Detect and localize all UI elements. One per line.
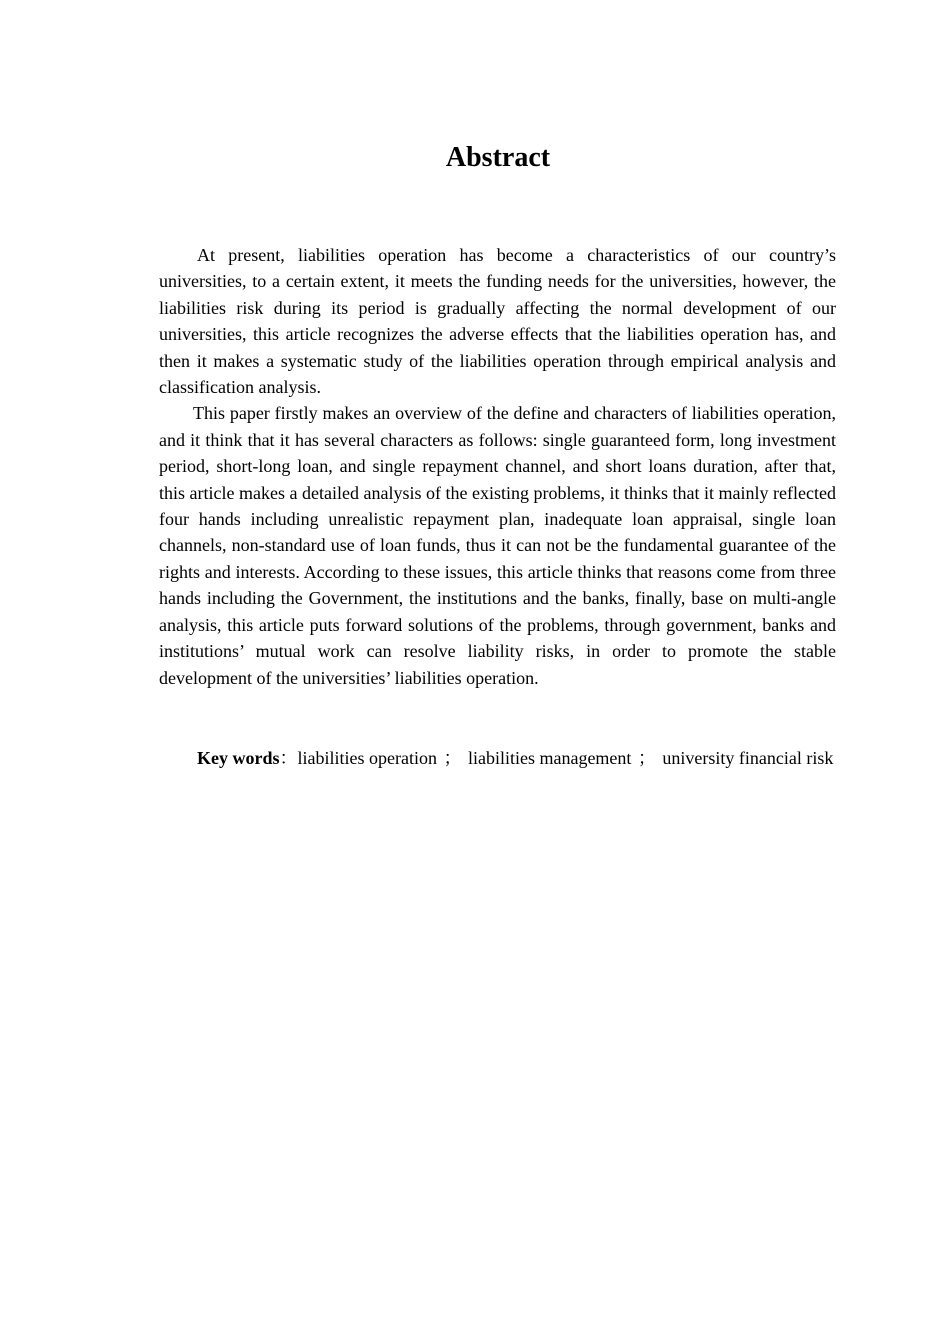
keyword-separator-2: ； <box>637 748 656 768</box>
keywords-colon: ： <box>279 748 298 768</box>
page-title: Abstract <box>445 142 551 173</box>
keywords-line <box>159 745 836 771</box>
abstract-paragraph-1: At present, liabilities operation has become a characteristics of our country’s universities, to a certain extent, it meets the funding needs for the universities, however, the liabilities risk during its period is gradually affecting the normal development of our universities, this article recognizes the adverse effects that the liabilities operation has, and then it makes a systematic study of the liabilities operation through empirical analysis and classification analysis. <box>159 245 836 398</box>
keyword-item-3: university financial risk <box>662 748 834 768</box>
keyword-item-2: liabilities management <box>467 748 632 768</box>
keyword-separator-1: ； <box>443 748 462 768</box>
abstract-body <box>159 242 836 691</box>
abstract-paragraph-2: This paper firstly makes an overview of the define and characters of liabilities operation, and it think that it has several characters as follows: single guaranteed form, long investment period, short-long loan, and single repayment channel, and short loans duration, after that, this article makes a detailed analysis of the existing problems, it thinks that it mainly reflected four hands including unrealistic repayment plan, inadequate loan appraisal, single loan channels, non-standard use of loan funds, thus it can not be the fundamental guarantee of the rights and interests. According to these issues, this article thinks that reasons come from three hands including the Government, the institutions and the banks, finally, base on multi-angle analysis, this article puts forward solutions of the problems, through government, banks and institutions’ mutual work can resolve liability risks, in order to promote the stable development of the universities’ liabilities operation. <box>159 403 836 688</box>
keywords-label: Key words <box>197 748 280 768</box>
keyword-item-1: liabilities operation <box>297 748 437 768</box>
